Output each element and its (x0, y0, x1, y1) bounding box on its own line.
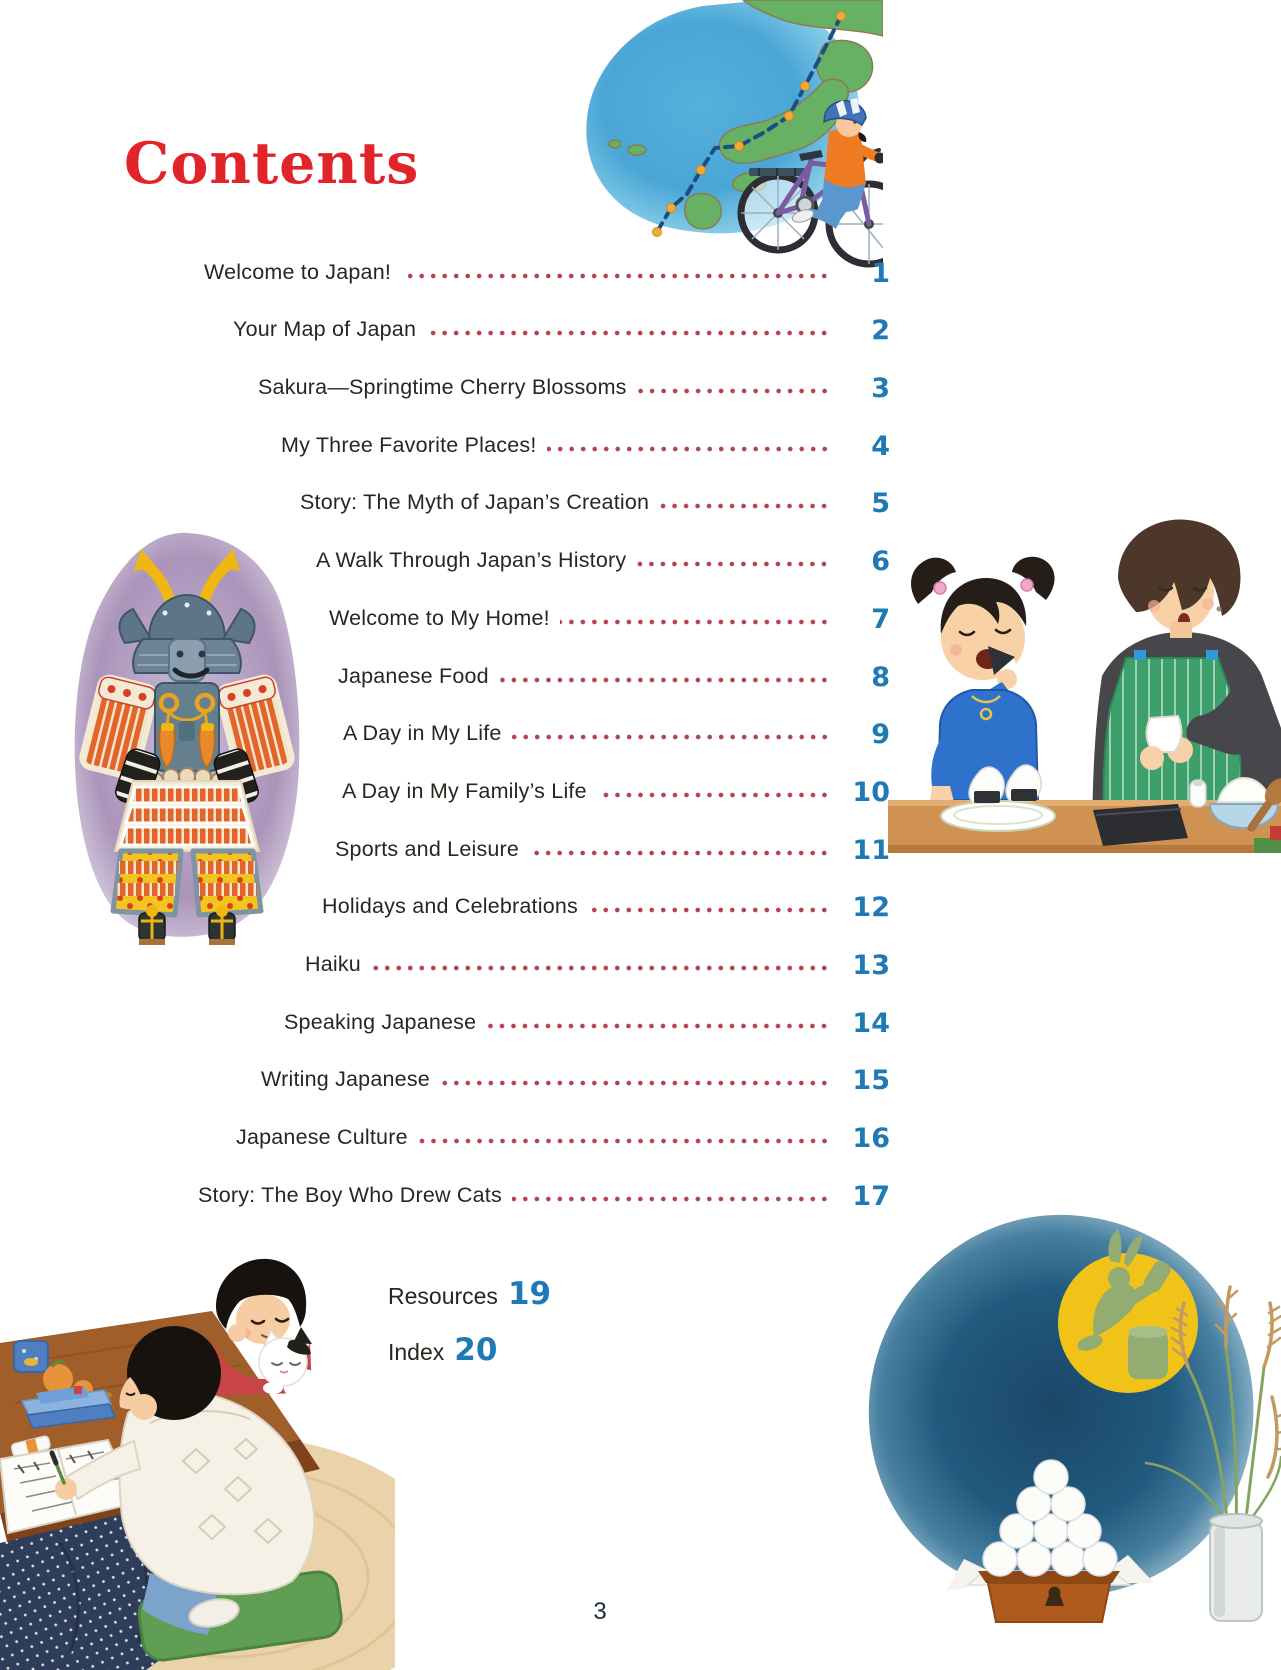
cooking-illustration (888, 508, 1281, 853)
toc-entry (140, 240, 890, 298)
toc-entry-label: Your Map of Japan (233, 317, 417, 342)
resources-page-number: 19 (507, 1276, 552, 1312)
toc-entry-page-number: 11 (852, 834, 890, 866)
toc-dotted-leader (486, 1022, 830, 1030)
toc-dotted-leader (637, 387, 830, 395)
toc-entry-label: A Day in My Life (343, 721, 502, 746)
toc-entry-label: Story: The Boy Who Drew Cats (198, 1182, 502, 1207)
toc-entry (140, 1048, 890, 1106)
toc-dotted-leader (418, 1137, 830, 1145)
index-page-number: 20 (454, 1332, 498, 1368)
toc-entry (140, 1105, 890, 1163)
toc-entry (140, 990, 890, 1048)
toc-dotted-leader (529, 849, 830, 857)
toc-entry (140, 644, 890, 702)
toc-extra-entry (388, 1332, 551, 1368)
toc-entry (140, 471, 890, 529)
toc-entry (140, 1163, 890, 1221)
toc-entry-page-number: 4 (871, 430, 890, 462)
toc-entry-page-number: 2 (871, 315, 890, 347)
toc-dotted-leader (426, 329, 830, 337)
toc-entry-label: Story: The Myth of Japan’s Creation (300, 490, 650, 515)
toc-entry-label: Speaking Japanese (284, 1009, 477, 1034)
homework-illustration (0, 1243, 395, 1670)
toc-entry (140, 298, 890, 356)
toc-entry-page-number: 17 (852, 1180, 890, 1212)
toc-entry (140, 586, 890, 644)
toc-entry-label: Sports and Leisure (335, 836, 520, 861)
toc-entry-label: Japanese Culture (236, 1125, 408, 1149)
toc-entry-label: Welcome to My Home! (329, 605, 550, 630)
resources-label: Resources (388, 1283, 498, 1309)
toc-entry-page-number: 10 (852, 776, 890, 808)
toc-entry-page-number: 16 (852, 1123, 890, 1154)
toc-entry (140, 932, 890, 990)
toc-entry-page-number: 5 (871, 488, 890, 520)
toc-dotted-leader (371, 964, 830, 972)
toc-dotted-leader (512, 733, 830, 741)
toc-entry-page-number: 9 (871, 719, 890, 751)
toc-entry-label: Sakura—Springtime Cherry Blossoms (258, 375, 627, 400)
toc-dotted-leader (636, 560, 830, 568)
toc-entry-page-number: 7 (871, 603, 890, 635)
table-of-contents (140, 240, 890, 1221)
toc-entry-label: A Walk Through Japan’s History (316, 548, 627, 573)
toc-entry-label: Writing Japanese (261, 1067, 430, 1092)
folio-page-number: 3 (593, 1598, 607, 1625)
toc-entry-page-number: 15 (852, 1065, 890, 1097)
toc-entry-label: Japanese Food (338, 663, 489, 688)
index-label: Index (388, 1339, 445, 1365)
toc-dotted-leader (588, 906, 830, 914)
toc-entry-page-number: 8 (871, 661, 890, 693)
toc-entry (140, 875, 890, 933)
toc-entry-page-number: 12 (852, 892, 890, 924)
toc-dotted-leader (560, 618, 830, 626)
toc-entry (140, 528, 890, 586)
bicycle-map-illustration (553, 0, 883, 270)
toc-entry-label: A Day in My Family’s Life (342, 778, 587, 803)
toc-dotted-leader (440, 1079, 830, 1087)
toc-extra-entry (388, 1276, 551, 1312)
toc-entry-label: Haiku (305, 951, 361, 976)
toc-entry (140, 413, 890, 471)
toc-entry (140, 355, 890, 413)
toc-entry-label: My Three Favorite Places! (281, 432, 537, 457)
toc-entry (140, 702, 890, 760)
toc-dotted-leader (512, 1195, 830, 1203)
toc-entry-page-number: 14 (852, 1007, 890, 1039)
toc-dotted-leader (499, 676, 830, 684)
toc-entry-label: Holidays and Celebrations (322, 894, 578, 919)
toc-dotted-leader (547, 445, 830, 453)
toc-entry-page-number: 1 (871, 257, 890, 289)
toc-entry-label: Welcome to Japan! (204, 259, 392, 284)
toc-dotted-leader (597, 791, 830, 799)
page-title: Contents (124, 130, 420, 197)
toc-extras (388, 1276, 551, 1388)
toc-dotted-leader (401, 272, 830, 280)
toc-entry-page-number: 13 (852, 949, 890, 981)
toc-entry-page-number: 3 (871, 373, 890, 405)
toc-entry-page-number: 6 (871, 546, 890, 578)
toc-entry (140, 817, 890, 875)
moon-viewing-illustration (828, 1185, 1281, 1625)
toc-dotted-leader (659, 502, 830, 510)
toc-entry (140, 759, 890, 817)
